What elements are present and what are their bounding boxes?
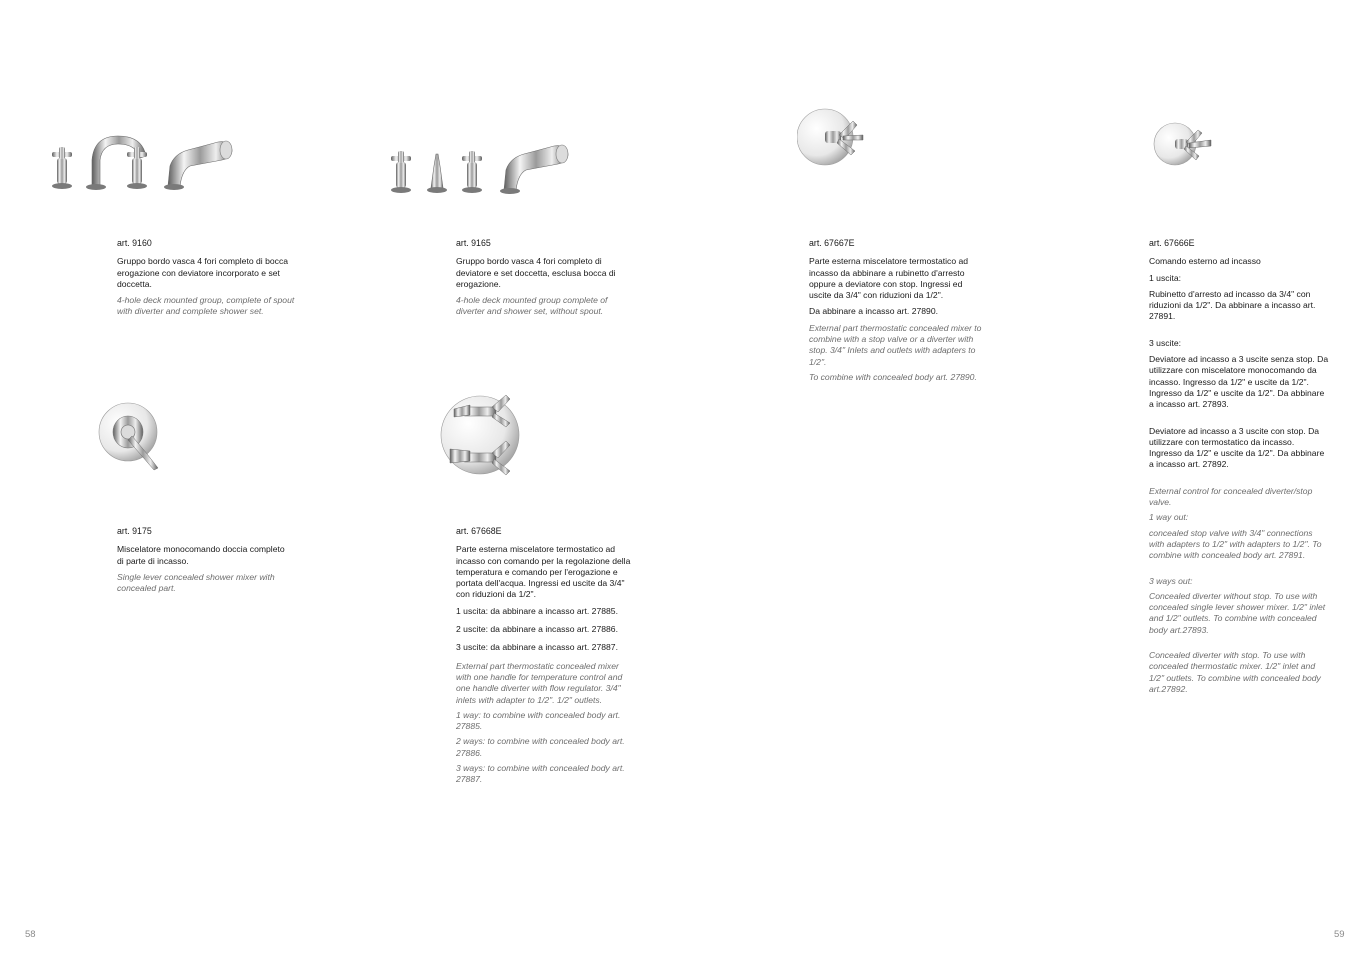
description-italian: Gruppo bordo vasca 4 fori completo di bocca erogazione con deviatore incorporato e set doccetta.: [117, 256, 289, 289]
three-way-stop-english: Concealed diverter with stop. To use with concealed thermostatic mixer. 1/2" inlet and 1/2" outlets. To combine with concealed body art.27892.: [1149, 650, 1321, 694]
product-block-9160: [117, 238, 302, 322]
product-block-67668E: [456, 526, 636, 790]
article-number: art. 67666E: [1149, 238, 1195, 248]
diverter-knob-icon: [427, 154, 447, 193]
article-number: art. 9160: [117, 238, 152, 248]
description-english: Single lever concealed shower mixer with concealed part.: [117, 571, 275, 594]
article-number: art. 67668E: [456, 526, 502, 536]
hand-shower-icon: [164, 141, 232, 190]
three-way-italian: 3 uscite: da abbinare a incasso art. 27887.: [456, 642, 618, 653]
two-way-english: 2 ways: to combine with concealed body art. 27886.: [456, 736, 625, 758]
article-number: art. 9165: [456, 238, 491, 248]
cross-handle-valve-icon: [391, 151, 411, 193]
three-way-label-english: 3 ways out:: [1149, 575, 1193, 586]
description-italian: Parte esterna miscelatore termostatico ad incasso da abbinare a rubinetto d'arresto oppure a deviatore con stop. Ingressi ed uscite da 3/4" con riduzioni da 1/2".: [809, 256, 969, 301]
title-english: External control for concealed diverter/stop valve.: [1149, 485, 1313, 508]
product-image-9160: [48, 130, 238, 192]
two-way-italian: 2 uscite: da abbinare a incasso art. 27886.: [456, 624, 618, 635]
one-way-label-english: 1 way out:: [1149, 512, 1189, 523]
product-image-67666E: [1153, 118, 1215, 170]
cross-handle-valve-icon: [52, 147, 72, 189]
product-image-9175: [98, 400, 168, 472]
description-italian: Miscelatore monocomando doccia completo di parte di incasso.: [117, 544, 285, 566]
description-english: External part thermostatic concealed mixer to combine with a stop valve or a diverter with stop. 3/4" Inlets and outlets with adapters to 1/2".: [809, 322, 982, 367]
three-way-english: Concealed diverter without stop. To use with concealed single lever shower mixer. 1/2" inlet and 1/2" outlets. To combine with concealed body art.27893.: [1149, 590, 1326, 635]
product-image-67667E: [797, 105, 867, 170]
three-way-label-italian: 3 uscite:: [1149, 337, 1182, 348]
cross-handle-valve-icon: [462, 151, 482, 193]
product-image-9165: [387, 140, 577, 195]
hand-shower-icon: [500, 145, 568, 194]
description-english: 4-hole deck mounted group complete of diverter and shower set, without spout.: [456, 295, 608, 317]
one-way-label-italian: 1 uscita:: [1149, 272, 1182, 283]
cross-handle-valve-icon: [127, 147, 147, 189]
description-italian: Parte esterna miscelatore termostatico ad incasso con comando per la regolazione della temperatura e comando per l'erogazione e portata dell'acqua. Ingressi ed uscite da 3/4" con riduzioni da 1/2".: [456, 544, 631, 600]
three-way-stop-italian: Deviatore ad incasso a 3 uscite con stop. Da utilizzare con termostatico da incasso. Ingresso da 1/2" e uscite da 1/2". Da abbinare a incasso art. 27892.: [1149, 425, 1325, 470]
article-number: art. 9175: [117, 526, 152, 536]
product-block-9165: [456, 238, 631, 322]
title-italian: Comando esterno ad incasso: [1149, 256, 1261, 267]
product-block-9175: [117, 526, 292, 598]
combination-english: To combine with concealed body art. 27890.: [809, 371, 977, 382]
description-english: External part thermostatic concealed mixer with one handle for temperature control and one handle diverter with flow regulator. 3/4" inlets with adapter to 1/2". 1/2" outlets.: [456, 660, 623, 705]
combination-italian: Da abbinare a incasso art. 27890.: [809, 306, 938, 317]
description-italian: Gruppo bordo vasca 4 fori completo di deviatore e set doccetta, esclusa bocca di erogazione.: [456, 256, 616, 289]
one-way-english: 1 way: to combine with concealed body art. 27885.: [456, 709, 621, 732]
article-number: art. 67667E: [809, 238, 855, 248]
one-way-english: concealed stop valve with 3/4" connections with adapters to 1/2" with adapters to 1/2". To combine with concealed body art. 27891.: [1149, 527, 1322, 561]
description-english: 4-hole deck mounted group, complete of spout with diverter and complete shower set.: [117, 295, 295, 317]
three-way-italian: Deviatore ad incasso a 3 uscite senza stop. Da utilizzare con miscelatore monocomando da incasso. Ingresso da 1/2" e uscite da 1/2". Ingresso da 1/2" e uscite da 1/2". Da abbinare a incasso art. 27893.: [1149, 354, 1329, 410]
three-way-english: 3 ways: to combine with concealed body art. 27887.: [456, 763, 625, 785]
product-image-67668E: [440, 385, 525, 490]
page-number-left: 58: [25, 929, 36, 940]
page-number-right: 59: [1334, 929, 1345, 940]
one-way-italian: Rubinetto d'arresto ad incasso da 3/4" con riduzioni da 1/2". Da abbinare a incasso art. 27891.: [1149, 288, 1316, 322]
product-block-67666E: [1149, 238, 1329, 699]
one-way-italian: 1 uscita: da abbinare a incasso art. 27885.: [456, 605, 618, 616]
product-block-67667E: [809, 238, 984, 387]
